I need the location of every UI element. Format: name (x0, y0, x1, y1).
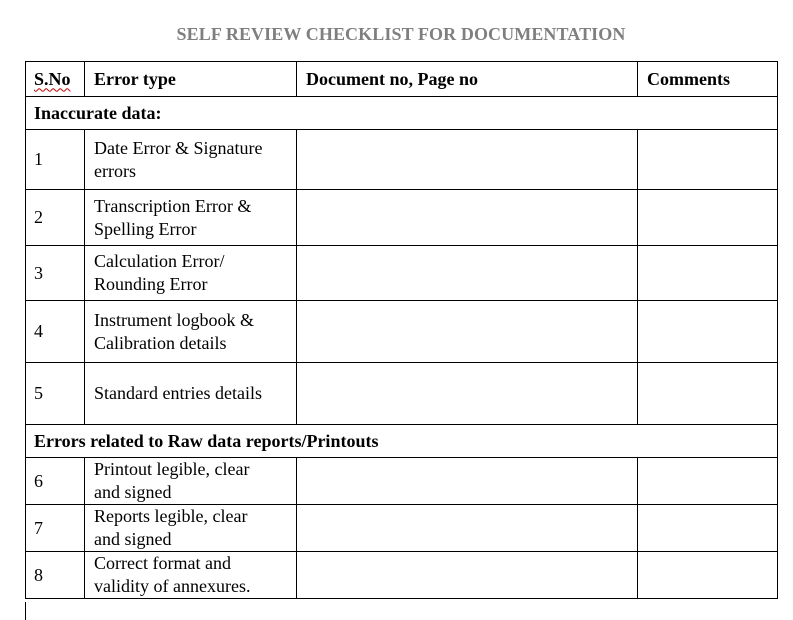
table-row (26, 190, 778, 246)
sno-cell: 8 (26, 552, 85, 599)
header-document: Document no, Page no (297, 62, 638, 97)
document-cell[interactable] (297, 301, 638, 363)
error-type-cell: Standard entries details (85, 363, 297, 425)
header-row (26, 62, 778, 97)
table-row (26, 458, 778, 505)
table-row (26, 552, 778, 599)
sno-cell: 5 (26, 363, 85, 425)
error-type-cell: Transcription Error & Spelling Error (85, 190, 297, 246)
page-margin-line (25, 602, 26, 620)
comments-cell[interactable] (638, 552, 778, 599)
comments-cell[interactable] (638, 458, 778, 505)
error-type-cell: Printout legible, clear and signed (85, 458, 297, 505)
header-comments: Comments (638, 62, 778, 97)
table-row (26, 363, 778, 425)
document-cell[interactable] (297, 190, 638, 246)
error-type-cell: Instrument logbook & Calibration details (85, 301, 297, 363)
section-row (26, 97, 778, 130)
error-type-cell: Reports legible, clear and signed (85, 505, 297, 552)
comments-cell[interactable] (638, 130, 778, 190)
sno-cell: 6 (26, 458, 85, 505)
sno-cell: 1 (26, 130, 85, 190)
comments-cell[interactable] (638, 301, 778, 363)
comments-cell[interactable] (638, 505, 778, 552)
section-row (26, 425, 778, 458)
document-cell[interactable] (297, 130, 638, 190)
comments-cell[interactable] (638, 363, 778, 425)
sno-cell: 4 (26, 301, 85, 363)
error-type-cell: Date Error & Signature errors (85, 130, 297, 190)
sno-cell: 3 (26, 246, 85, 301)
sno-cell: 2 (26, 190, 85, 246)
table-row (26, 505, 778, 552)
document-cell[interactable] (297, 552, 638, 599)
header-error-type: Error type (85, 62, 297, 97)
error-type-cell: Calculation Error/ Rounding Error (85, 246, 297, 301)
page-title: SELF REVIEW CHECKLIST FOR DOCUMENTATION (176, 24, 626, 44)
section-heading: Inaccurate data: (26, 97, 778, 130)
checklist-table (25, 61, 778, 599)
error-type-cell: Correct format and validity of annexures. (85, 552, 297, 599)
table-row (26, 246, 778, 301)
comments-cell[interactable] (638, 246, 778, 301)
document-cell[interactable] (297, 246, 638, 301)
section-heading: Errors related to Raw data reports/Printouts (26, 425, 778, 458)
comments-cell[interactable] (638, 190, 778, 246)
document-cell[interactable] (297, 458, 638, 505)
table-row (26, 301, 778, 363)
document-cell[interactable] (297, 505, 638, 552)
header-sno: S.No (26, 62, 85, 97)
sno-cell: 7 (26, 505, 85, 552)
document-cell[interactable] (297, 363, 638, 425)
table-row (26, 130, 778, 190)
